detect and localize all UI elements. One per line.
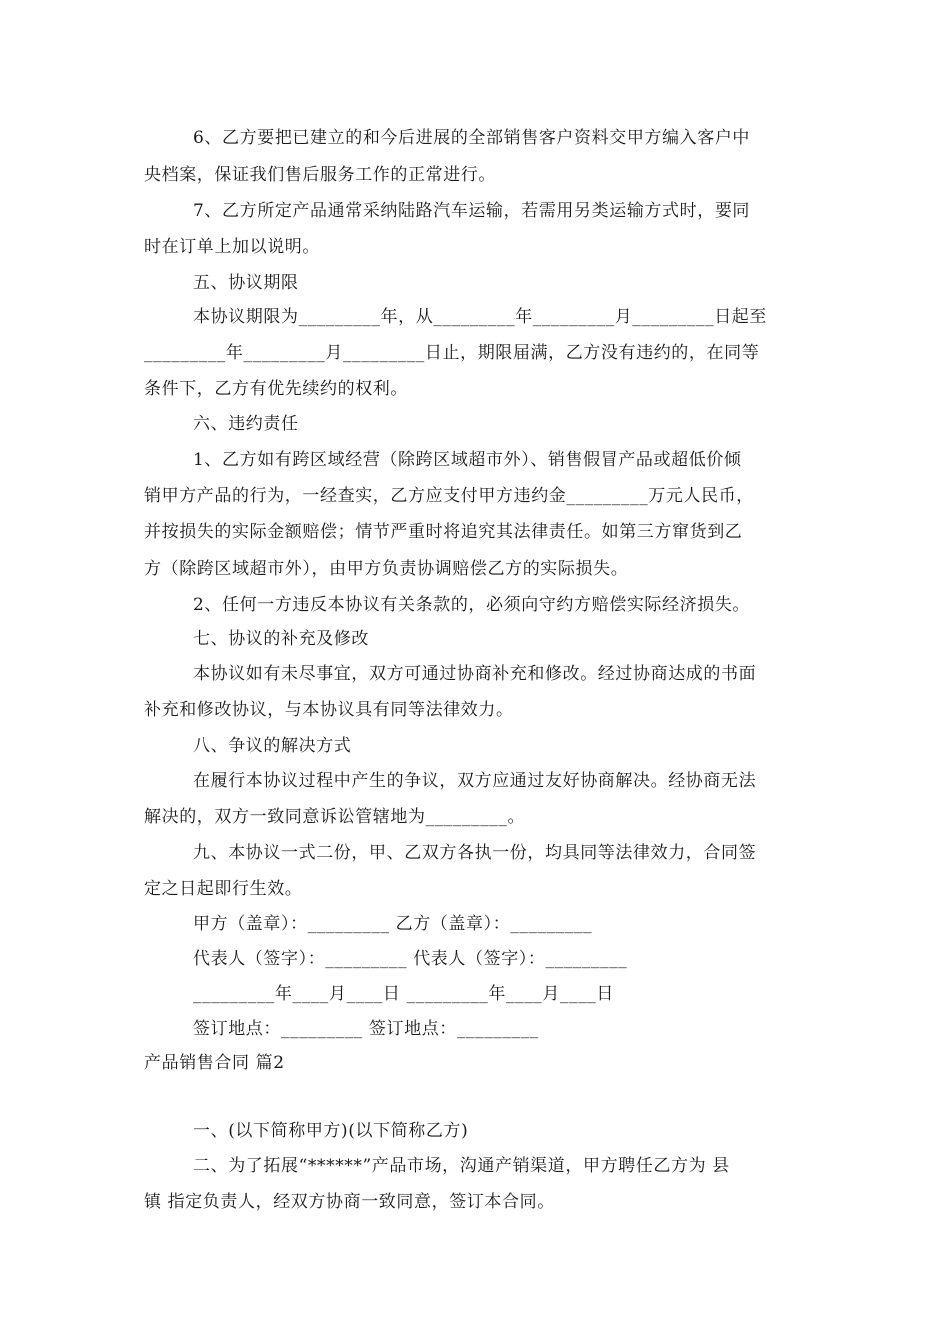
signing-place-line: 签订地点：_________ 签订地点：_________	[193, 1019, 539, 1039]
section-6-clause-1-line-4: 方（除跨区域超市外），由甲方负责协调赔偿乙方的实际损失。	[144, 559, 629, 579]
clause-6-line-2: 央档案，保证我们售后服务工作的正常进行。	[144, 165, 496, 185]
section-9-line-2: 定之日起即行生效。	[144, 879, 303, 899]
representative-line: 代表人（签字）：_________ 代表人（签字）：_________	[193, 949, 628, 969]
clause-6-line-1: 6、乙方要把已建立的和今后进展的全部销售客户资料交甲方编入客户中	[193, 128, 751, 148]
seal-line: 甲方（盖章）：_________ 乙方（盖章）：_________	[193, 914, 593, 934]
section-8-heading: 八、争议的解决方式	[193, 736, 352, 756]
date-line: _________年____月____日 _________年____月____日	[193, 984, 615, 1004]
contract-2-clause-2-line-2: 镇 指定负责人，经双方协商一致同意，签订本合同。	[144, 1192, 555, 1212]
section-5-line-2: _________年_________月_________日止，期限届满，乙方没有违约的，在同等	[144, 343, 760, 363]
section-6-clause-1-line-3: 并按损失的实际金额赔偿；情节严重时将追究其法律责任。如第三方窜货到乙	[144, 522, 743, 542]
section-5-line-1: 本协议期限为_________年，从_________年_________月_________日起至	[193, 307, 767, 327]
clause-7-line-2: 时在订单上加以说明。	[144, 237, 320, 257]
contract-2-clause-2-line-1: 二、为了拓展“******”产品市场，沟通产销渠道，甲方聘任乙方为 县	[193, 1156, 730, 1176]
section-9-line-1: 九、本协议一式二份，甲、乙双方各执一份，均具同等法律效力，合同签	[193, 843, 757, 863]
section-6-clause-1-line-2: 销甲方产品的行为，一经查实，乙方应支付甲方违约金_________万元人民币，	[144, 486, 754, 506]
section-5-heading: 五、协议期限	[193, 273, 299, 293]
section-6-clause-1-line-1: 1、乙方如有跨区域经营（除跨区域超市外）、销售假冒产品或超低价倾	[193, 450, 742, 470]
contract-2-clause-1: 一、(以下简称甲方)(以下简称乙方)	[193, 1121, 469, 1141]
section-8-line-2: 解决的，双方一致同意诉讼管辖地为_________。	[144, 807, 526, 827]
section-6-clause-2: 2、任何一方违反本协议有关条款的，必须向守约方赔偿实际经济损失。	[193, 595, 751, 615]
section-7-heading: 七、协议的补充及修改	[193, 629, 369, 649]
clause-7-line-1: 7、乙方所定产品通常采纳陆路汽车运输，若需用另类运输方式时，要同	[193, 201, 751, 221]
contract-2-title: 产品销售合同 篇2	[144, 1053, 285, 1073]
section-7-line-1: 本协议如有未尽事宜，双方可通过协商补充和修改。经过协商达成的书面	[193, 664, 757, 684]
section-5-line-3: 条件下，乙方有优先续约的权利。	[144, 379, 408, 399]
section-8-line-1: 在履行本协议过程中产生的争议，双方应通过友好协商解决。经协商无法	[193, 771, 757, 791]
section-7-line-2: 补充和修改协议，与本协议具有同等法律效力。	[144, 700, 514, 720]
section-6-heading: 六、违约责任	[193, 414, 299, 434]
